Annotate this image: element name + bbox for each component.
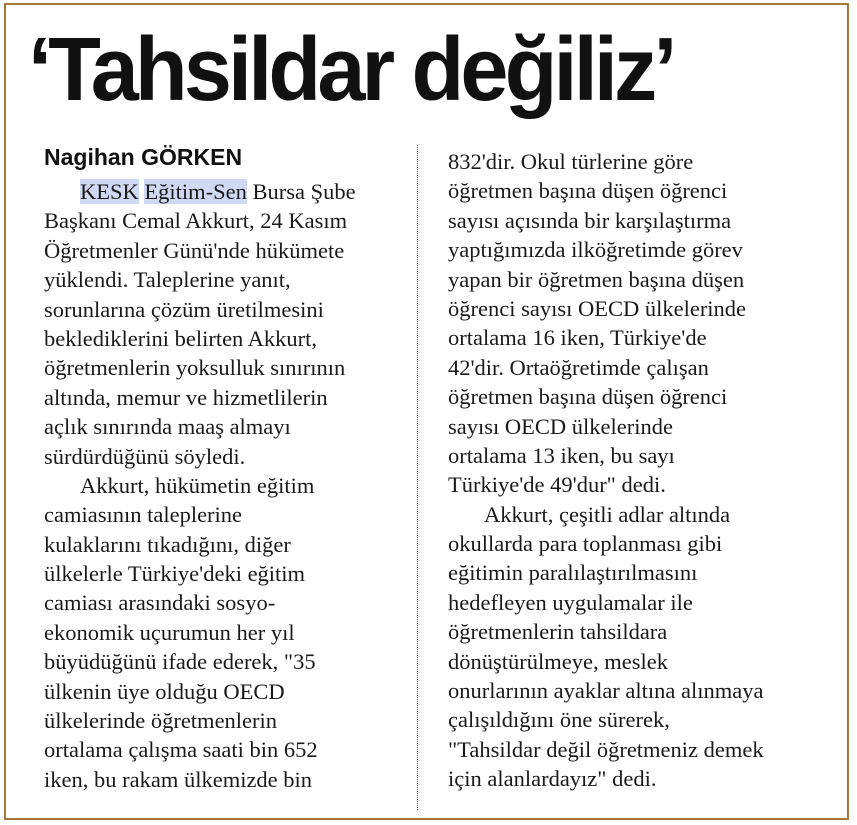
text-line: onurlarının ayaklar altına alınmaya	[448, 678, 764, 704]
paragraph-first-line: Akkurt, hükümetin eğitim	[80, 472, 315, 498]
text-line: ülkelerinde öğretmenlerin	[44, 708, 278, 734]
text-line: ülkenin üye olduğu OECD	[44, 678, 285, 704]
text-line: camiasının taleplerine	[44, 502, 243, 528]
highlighted-term-egitim-sen: Eğitim-Sen	[144, 179, 247, 204]
text-line: öğretmenlerin yoksulluk sınırının	[44, 355, 346, 381]
text-line: öğretmenlerin tahsildara	[448, 619, 668, 645]
text-line: okullarda para toplanması gibi	[448, 531, 723, 557]
text-line: ülkelerle Türkiye'deki eğitim	[44, 561, 306, 587]
byline: Nagihan GÖRKEN	[44, 144, 243, 170]
column-divider	[417, 145, 418, 810]
text-line: "Tahsildar değil öğretmeniz demek	[448, 736, 764, 762]
text-line: 832'dir. Okul türlerine göre	[448, 149, 694, 174]
text-line: Başkanı Cemal Akkurt, 24 Kasım	[44, 208, 348, 234]
article-column-2	[448, 147, 764, 794]
text-line: büyüdüğünü ifade ederek, "35	[44, 649, 316, 675]
text-line: Türkiye'de 49'dur" dedi.	[448, 472, 666, 498]
text-line: çalışıldığını öne sürerek,	[448, 707, 670, 733]
text-line: sorunlarına çözüm üretilmesini	[44, 296, 324, 322]
text-line: ortalama çalışma saati bin 652	[44, 737, 318, 763]
paragraph-first-line: Akkurt, çeşitli adlar altında	[484, 501, 731, 527]
text-line: kulaklarını tıkadığını, diğer	[44, 531, 291, 557]
text-line: eğitimin paralılaştırılmasını	[448, 560, 698, 586]
text-line: öğrenci sayısı OECD ülkelerinde	[448, 295, 747, 321]
text-line: hedefleyen uygulamalar ile	[448, 589, 693, 615]
text-line: yapan bir öğretmen başına düşen	[448, 266, 745, 292]
text-line: Öğretmenler Günü'nde hükümete	[44, 237, 345, 263]
text-line: iken, bu rakam ülkemizde bin	[44, 766, 313, 792]
text-line: altında, memur ve hizmetlilerin	[44, 384, 328, 410]
article-column-1	[44, 177, 356, 794]
text-line: ortalama 16 iken, Türkiye'de	[448, 325, 707, 351]
text-line: beklediklerini belirten Akkurt,	[44, 325, 318, 351]
text-line: ortalama 13 iken, bu sayı	[448, 442, 675, 468]
highlighted-term-kesk: KESK	[80, 179, 139, 204]
text-line: açlık sınırında maaş almayı	[44, 414, 291, 440]
text-line: yaptığımızda ilköğretimde görev	[448, 237, 743, 263]
text-line: öğretmen başına düşen öğrenci	[448, 178, 728, 204]
text-line: sayısı açısında bir karşılaştırma	[448, 207, 732, 233]
text-line: için alanlardayız" dedi.	[448, 766, 657, 792]
article-clipping	[4, 3, 849, 820]
text-line: 42'dir. Ortaöğretimde çalışan	[448, 354, 709, 380]
text-line: öğretmen başına düşen öğrenci	[448, 384, 728, 410]
text-line: yüklendi. Taleplerine yanıt,	[44, 267, 291, 293]
first-line-rest: Bursa Şube	[246, 179, 356, 204]
text-line: ekonomik uçurumun her yıl	[44, 619, 295, 645]
paragraph-first-line	[44, 177, 356, 206]
text-line: camiası arasındaki sosyo-	[44, 590, 276, 616]
text-line: sürdürdüğünü söyledi.	[44, 443, 246, 469]
text-line: dönüştürülmeye, meslek	[448, 648, 668, 674]
headline: ‘Tahsildar değiliz’	[28, 20, 674, 120]
text-line: sayısı OECD ülkelerinde	[448, 413, 673, 439]
